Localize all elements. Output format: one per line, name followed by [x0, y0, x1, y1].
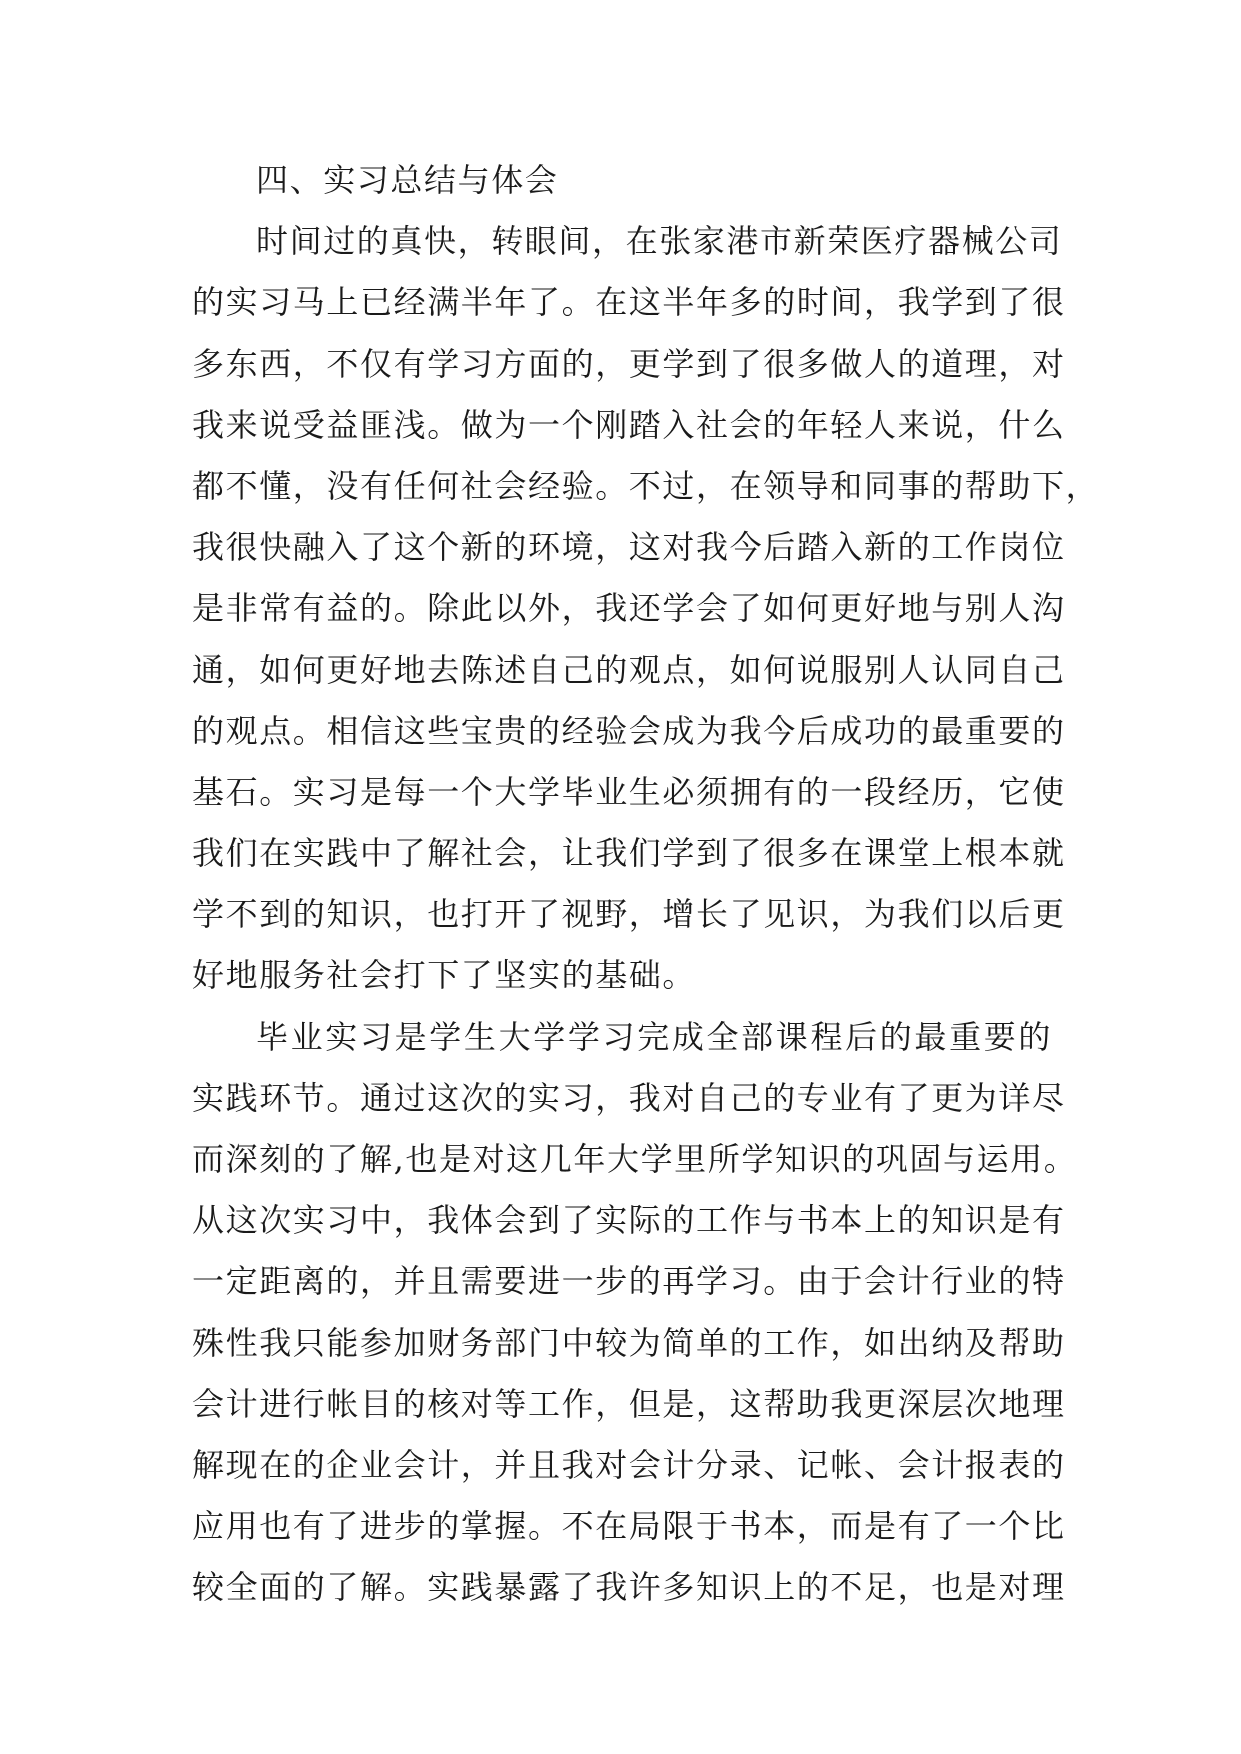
text-line: 解现在的企业会计，并且我对会计分录、记帐、会计报表的 [192, 1445, 1066, 1484]
text-line: 我们在实践中了解社会，让我们学到了很多在课堂上根本就 [192, 834, 1066, 873]
text-line: 较全面的了解。实践暴露了我许多知识上的不足，也是对理 [192, 1568, 1066, 1607]
section-heading: 四、实习总结与体会 [256, 161, 559, 199]
text-line: 我来说受益匪浅。做为一个刚踏入社会的年轻人来说，什么 [192, 405, 1066, 444]
text-line: 应用也有了进步的掌握。不在局限于书本，而是有了一个比 [192, 1507, 1066, 1546]
paragraph-1 [192, 211, 1100, 1006]
text-line: 学不到的知识，也打开了视野，增长了见识，为我们以后更 [192, 895, 1066, 934]
text-line: 的观点。相信这些宝贵的经验会成为我今后成功的最重要的 [192, 711, 1066, 750]
text-line: 基石。实习是每一个大学毕业生必须拥有的一段经历，它使 [192, 772, 1066, 811]
body-text [192, 150, 1100, 1619]
text-line: 是非常有益的。除此以外，我还学会了如何更好地与别人沟 [192, 589, 1066, 628]
text-line: 殊性我只能参加财务部门中较为简单的工作，如出纳及帮助 [192, 1323, 1066, 1362]
text-line: 通，如何更好地去陈述自己的观点，如何说服别人认同自己 [192, 650, 1066, 689]
text-line: 多东西，不仅有学习方面的，更学到了很多做人的道理，对 [192, 344, 1066, 383]
text-line: 而深刻的了解,也是对这几年大学里所学知识的巩固与运用。 [192, 1140, 1078, 1178]
text-line: 一定距离的，并且需要进一步的再学习。由于会计行业的特 [192, 1262, 1066, 1301]
text-line: 从这次实习中，我体会到了实际的工作与书本上的知识是有 [192, 1201, 1066, 1240]
text-line: 我很快融入了这个新的环境，这对我今后踏入新的工作岗位 [192, 528, 1066, 567]
text-line: 都不懂，没有任何社会经验。不过，在领导和同事的帮助下， [192, 466, 1100, 505]
text-line: 会计进行帐目的核对等工作，但是，这帮助我更深层次地理 [192, 1384, 1066, 1423]
text-line: 好地服务社会打下了坚实的基础。 [192, 956, 697, 995]
text-line: 时间过的真快，转眼间，在张家港市新荣医疗器械公司 [256, 222, 1063, 261]
text-line: 实践环节。通过这次的实习，我对自己的专业有了更为详尽 [192, 1078, 1066, 1117]
text-line: 的实习马上已经满半年了。在这半年多的时间，我学到了很 [192, 283, 1066, 322]
text-line: 毕业实习是学生大学学习完成全部课程后的最重要的 [256, 1017, 1052, 1056]
paragraph-2 [192, 1007, 1078, 1619]
